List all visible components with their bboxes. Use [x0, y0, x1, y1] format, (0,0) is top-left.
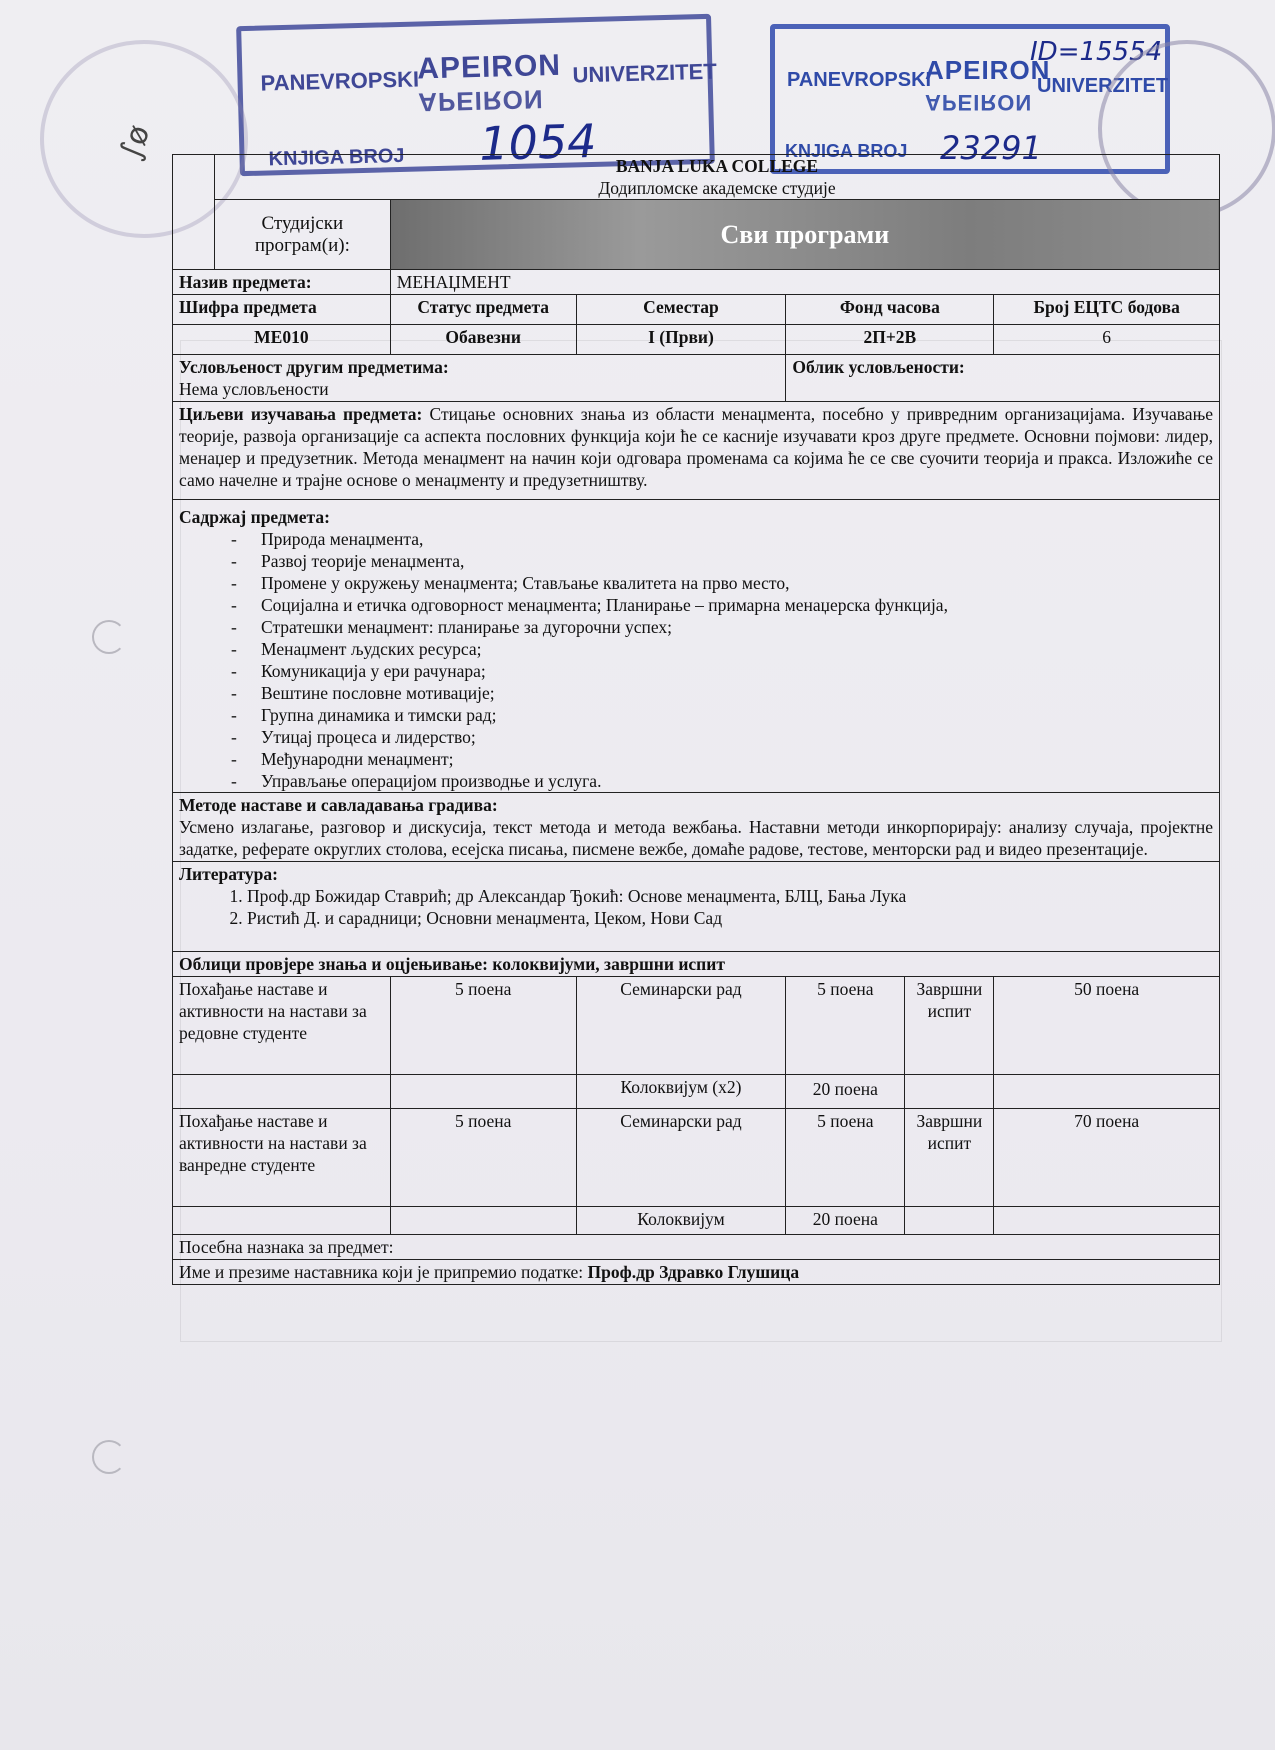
literature-cell: [173, 862, 1220, 952]
stamp-book-number: 23291: [940, 129, 1042, 167]
regular-colloquium-points: 20 поена: [786, 1075, 905, 1108]
subject-code: МЕ010: [173, 325, 391, 355]
list-item: - Групна динамика и тимски рад;: [231, 704, 1213, 726]
methods-cell: [173, 793, 1220, 862]
stamp-brand-left: PANEVROPSKI: [260, 66, 420, 96]
teacher-label: Име и презиме наставника који је припремио податке:: [179, 1262, 588, 1282]
methods-label: Методе наставе и савладавања градива:: [179, 795, 498, 815]
col-status-header: Статус предмета: [390, 295, 576, 325]
regular-seminar-points: 5 поена: [786, 977, 905, 1074]
stamp-id-note: ID=15554: [1030, 37, 1163, 67]
list-item: 2. Ристић Д. и сарадници; Основни менаџмента, Цеком, Нови Сад: [247, 907, 1213, 929]
header-blank-cell: [173, 155, 215, 270]
subject-name-label: Назив предмета:: [173, 270, 391, 295]
regular-final-points: 50 поена: [994, 977, 1220, 1075]
regular-points-final-cell: [786, 977, 994, 1075]
regular-colloquium-label: Колоквијум (x2): [576, 1075, 786, 1109]
list-item: 1. Проф.др Божидар Ставрић; др Александар Ђокић: Основе менаџмента, БЛЦ, Бања Лука: [247, 885, 1213, 907]
stamp-brand-mid-mirrored: APEIRON: [417, 84, 544, 118]
goals-label: Циљеви изучавања предмета:: [179, 404, 423, 424]
parttime-final-label: Завршни испит: [916, 1111, 983, 1153]
prerequisites-cell: [173, 355, 786, 402]
content-cell: [173, 500, 1220, 793]
stamp-brand-right: UNIVERZITET: [1037, 75, 1169, 97]
stamp-brand-mid-mirrored: APEIRON: [925, 90, 1033, 115]
college-name: BANJA LUKA COLLEGE: [214, 155, 1219, 178]
content-list: [179, 528, 1213, 792]
parttime-points-final-cell: [786, 1109, 994, 1207]
list-item: - Социјална и етичка одговорност менаџмента; Планирање – примарна менаџерска функција,: [231, 594, 1213, 616]
stamp-brand-mid: APEIRON: [925, 55, 1051, 85]
special-note-label: Посебна назнака за предмет:: [173, 1235, 1220, 1260]
subject-name-value: МЕНАЏМЕНТ: [390, 270, 1219, 295]
col-code-header: Шифра предмета: [173, 295, 391, 325]
parttime-blank-cell: [994, 1207, 1220, 1235]
list-item: - Комуникација у ери рачунара;: [231, 660, 1213, 682]
parttime-colloquium-label: Колоквијум: [576, 1207, 786, 1235]
col-hours-header: Фонд часова: [786, 295, 994, 325]
hole-punch-mark: [92, 1440, 126, 1474]
parttime-colloquium-points: 20 поена: [786, 1207, 905, 1234]
study-level: Додипломске академске студије: [214, 177, 1219, 200]
stamp-brand-mid: APEIRON: [416, 48, 562, 86]
parttime-seminar-points: 5 поена: [786, 1109, 905, 1206]
list-item: - Стратешки менаџмент: планирање за дугорочни успех;: [231, 616, 1213, 638]
stamp-book-label: KNJIGA BROJ: [785, 141, 908, 161]
literature-label: Литература:: [179, 864, 278, 884]
program-label: Студијски програм(и):: [214, 200, 390, 270]
stamp-book-number: 1054: [478, 113, 598, 171]
program-value: Сви програми: [390, 200, 1219, 270]
list-item: - Утицај процеса и лидерство;: [231, 726, 1213, 748]
prerequisites-value: Нема условљености: [179, 379, 329, 399]
literature-list: [179, 885, 1213, 929]
parttime-blank-cell: [173, 1207, 391, 1235]
regular-activity-points: 5 поена: [390, 977, 576, 1075]
stamp-brand-right: UNIVERZITET: [572, 58, 718, 88]
hole-punch-mark: [92, 620, 126, 654]
prerequisites-label: Условљеност другим предметима:: [179, 357, 449, 377]
teacher-row: [173, 1260, 1220, 1285]
subject-semester: I (Први): [576, 325, 786, 355]
regular-final-label: Завршни испит: [916, 979, 983, 1021]
list-item: - Развој теорије менаџмента,: [231, 550, 1213, 572]
parttime-seminar-label: Семинарски рад: [576, 1109, 786, 1207]
methods-text: Усмено излагање, разговор и дискусија, текст метода и метода вежбања. Наставни методи инкорпорирају: анализу случаја, пројектне задатке, реферате округлих столова, есејска писања, писмене вежбе, домаће радове, тестове, менторски рад и видео презентације.: [179, 817, 1213, 859]
stamp-brand-left: PANEVROPSKI: [787, 69, 932, 91]
regular-blank-cell: [390, 1075, 576, 1109]
content-label: Садржај предмета:: [179, 507, 330, 527]
margin-handwriting: ∫ø: [112, 120, 158, 165]
subject-status: Обавезни: [390, 325, 576, 355]
col-semester-header: Семестар: [576, 295, 786, 325]
parttime-blank-cell: [390, 1207, 576, 1235]
parttime-colloquium-cell: [786, 1207, 994, 1235]
teacher-name: Проф.др Здравко Глушица: [587, 1262, 800, 1282]
syllabus-table: [172, 154, 1220, 1285]
parttime-activity-label: Похађање наставе и активности на настави за ванредне студенте: [173, 1109, 391, 1207]
subject-ects: 6: [994, 325, 1220, 355]
regular-activity-label: Похађање наставе и активности на настави за редовне студенте: [173, 977, 391, 1075]
parttime-activity-points: 5 поена: [390, 1109, 576, 1207]
list-item: - Менаџмент људских ресурса;: [231, 638, 1213, 660]
regular-colloquium-cell: [786, 1075, 994, 1109]
list-item: - Међународни менаџмент;: [231, 748, 1213, 770]
list-item: - Промене у окружењу менаџмента; Стављање квалитета на прво место,: [231, 572, 1213, 594]
regular-blank-cell: [173, 1075, 391, 1109]
parttime-final-points: 70 поена: [994, 1109, 1220, 1207]
subject-hours: 2П+2В: [786, 325, 994, 355]
col-ects-header: Број ЕЦТС бодова: [994, 295, 1220, 325]
goals-text: Стицање основних знања из области менаџмента, посебно у привредним организацијама. Изучавање теорије, развоја организације са аспекта пословних функција који ће се касније изучавати кроз друге предмете. Основни појмови: лидер, менаџер и предузетник. Метода менаџмент на начин који одговара променама са којима ће се све суочити теорија и пракса. Изложиће се само начелне и трајне основе о менаџменту и предузетништву.: [179, 404, 1213, 490]
list-item: - Вештине пословне мотивације;: [231, 682, 1213, 704]
goals-cell: [173, 402, 1220, 500]
list-item: - Управљање операцијом производње и услуга.: [231, 770, 1213, 792]
regular-seminar-label: Семинарски рад: [576, 977, 786, 1075]
prerequisite-form-label: Облик условљености:: [786, 355, 1220, 402]
list-item: - Природа менаџмента,: [231, 528, 1213, 550]
assessment-label: Облици провјере знања и оцјењивање: колоквијуми, завршни испит: [173, 952, 1220, 977]
stamp-book-label: KNJIGA BROJ: [268, 144, 405, 171]
regular-blank-cell: [994, 1075, 1220, 1109]
